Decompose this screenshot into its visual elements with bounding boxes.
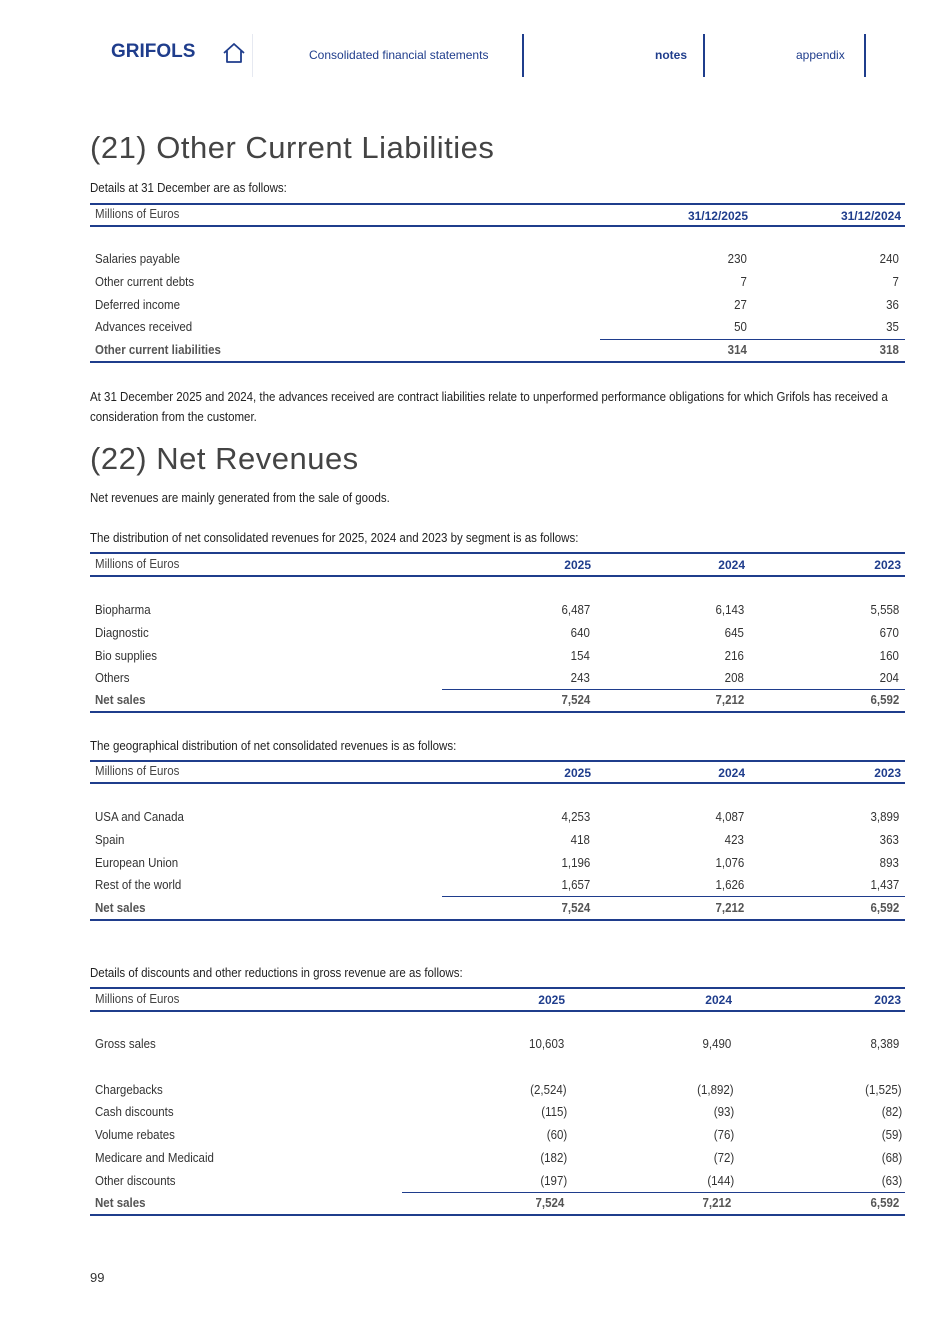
table-cell: (182) <box>540 1151 567 1165</box>
section-22-intro: Net revenues are mainly generated from the sale of goods. <box>90 491 390 505</box>
table-rule <box>90 919 905 921</box>
table-cell: 1,657 <box>561 878 590 892</box>
table-cell: 216 <box>724 649 744 663</box>
nav-appendix[interactable]: appendix <box>796 48 845 62</box>
header-divider <box>522 34 524 77</box>
table-row-label: Rest of the world <box>95 878 182 892</box>
column-header: 2024 <box>718 558 745 572</box>
table-cell: 8,389 <box>870 1037 899 1051</box>
table-total-cell: 6,592 <box>870 1196 899 1210</box>
table-cell: 50 <box>734 320 747 334</box>
segment-intro: The distribution of net consolidated revenues for 2025, 2024 and 2023 by segment is as follows: <box>90 531 579 545</box>
table-total-cell: 6,592 <box>870 693 899 707</box>
table-cell: (2,524) <box>530 1083 567 1097</box>
unit-label: Millions of Euros <box>95 557 180 571</box>
table-row-label: USA and Canada <box>95 810 184 824</box>
table-total-cell: 7,212 <box>715 901 744 915</box>
table-cell: 36 <box>886 298 899 312</box>
table-cell: (1,525) <box>865 1083 902 1097</box>
table-total-cell: 7,212 <box>702 1196 731 1210</box>
table-total-cell: 7,212 <box>715 693 744 707</box>
table-cell: 208 <box>724 671 744 685</box>
column-header: 2025 <box>564 558 591 572</box>
column-header: 31/12/2024 <box>840 209 901 223</box>
table-cell: (68) <box>881 1151 902 1165</box>
table-cell: 7 <box>892 275 899 289</box>
unit-label: Millions of Euros <box>95 992 180 1006</box>
table-cell: 1,626 <box>715 878 744 892</box>
table-cell: 4,087 <box>715 810 744 824</box>
table-cell: 418 <box>570 833 590 847</box>
section-21-intro: Details at 31 December are as follows: <box>90 181 287 195</box>
table-cell: 1,076 <box>715 856 744 870</box>
unit-label: Millions of Euros <box>95 207 180 221</box>
table-row-label: Other current debts <box>95 275 195 289</box>
table-cell: 230 <box>727 252 747 266</box>
table-row-label: Others <box>95 671 130 685</box>
table-rule <box>90 760 905 762</box>
table-cell: 160 <box>879 649 899 663</box>
table-cell: (60) <box>546 1128 567 1142</box>
table-cell: 670 <box>879 626 899 640</box>
table-cell: 363 <box>879 833 899 847</box>
subtotal-rule <box>600 339 905 340</box>
table-total-cell: 7,524 <box>535 1196 564 1210</box>
table-total-label: Net sales <box>95 901 146 915</box>
table-cell: 243 <box>570 671 590 685</box>
subtotal-rule <box>402 1192 905 1193</box>
table-cell: (93) <box>713 1105 734 1119</box>
table-cell: 423 <box>724 833 744 847</box>
table-rule <box>90 225 905 227</box>
table-rule <box>90 711 905 713</box>
table-total-label: Net sales <box>95 1196 146 1210</box>
table-row-label: Biopharma <box>95 603 151 617</box>
table-row-label: Deferred income <box>95 298 181 312</box>
table-cell: 1,437 <box>870 878 899 892</box>
table-rule <box>90 552 905 554</box>
table-rule <box>90 1010 905 1012</box>
table-cell: 5,558 <box>870 603 899 617</box>
column-header: 2023 <box>874 766 901 780</box>
header-divider <box>864 34 866 77</box>
table-rule <box>90 575 905 577</box>
subtotal-rule <box>442 896 905 897</box>
table-row-label: Spain <box>95 833 125 847</box>
discounts-intro: Details of discounts and other reductions in gross revenue are as follows: <box>90 966 463 980</box>
table-total-cell: 7,524 <box>561 901 590 915</box>
table-total-label: Net sales <box>95 693 146 707</box>
table-cell: 10,603 <box>528 1037 564 1051</box>
table-row-label: Diagnostic <box>95 626 149 640</box>
other-current-liabilities-table <box>90 203 905 363</box>
table-cell: 204 <box>879 671 899 685</box>
table-cell: 3,899 <box>870 810 899 824</box>
table-cell: (63) <box>881 1174 902 1188</box>
table-rule <box>90 203 905 205</box>
column-header: 2025 <box>538 993 565 1007</box>
table-cell: 4,253 <box>561 810 590 824</box>
discounts-table <box>90 987 905 1219</box>
table-cell: 154 <box>570 649 590 663</box>
table-rule <box>90 987 905 989</box>
unit-label: Millions of Euros <box>95 764 180 778</box>
page-number: 99 <box>90 1270 105 1285</box>
table-cell: (59) <box>881 1128 902 1142</box>
nav-consolidated-financial-statements[interactable]: Consolidated financial statements <box>309 48 489 62</box>
table-cell: 240 <box>879 252 899 266</box>
table-row-label: Chargebacks <box>95 1083 163 1097</box>
column-header: 2024 <box>718 766 745 780</box>
grifols-logo[interactable]: GRIFOLS <box>111 41 196 62</box>
table-cell: (197) <box>540 1174 567 1188</box>
header-divider <box>252 34 253 77</box>
column-header: 2025 <box>564 766 591 780</box>
table-row-label: Salaries payable <box>95 252 181 266</box>
table-total-cell: 314 <box>727 343 747 357</box>
table-cell: (1,892) <box>697 1083 734 1097</box>
table-rule <box>90 361 905 363</box>
table-rule <box>90 782 905 784</box>
table-cell: 1,196 <box>561 856 590 870</box>
section-22-title: (22) Net Revenues <box>90 441 359 476</box>
table-cell: 6,143 <box>715 603 744 617</box>
table-cell: (72) <box>713 1151 734 1165</box>
column-header: 2023 <box>874 993 901 1007</box>
table-total-cell: 318 <box>879 343 899 357</box>
geo-intro: The geographical distribution of net consolidated revenues is as follows: <box>90 739 457 753</box>
table-cell: 893 <box>879 856 899 870</box>
nav-notes[interactable]: notes <box>655 48 688 62</box>
table-total-cell: 6,592 <box>870 901 899 915</box>
table-total-label: Other current liabilities <box>95 343 221 357</box>
table-cell: 645 <box>724 626 744 640</box>
table-row-label: Volume rebates <box>95 1128 175 1142</box>
table-total-cell: 7,524 <box>561 693 590 707</box>
table-cell: 6,487 <box>561 603 590 617</box>
table-row-label: Medicare and Medicaid <box>95 1151 214 1165</box>
table-row-label: European Union <box>95 856 179 870</box>
home-icon[interactable] <box>222 41 246 65</box>
table-cell: (115) <box>540 1105 567 1119</box>
table-cell: 9,490 <box>702 1037 731 1051</box>
segment-revenue-table <box>90 552 905 714</box>
column-header: 2024 <box>705 993 732 1007</box>
section-21-title: (21) Other Current Liabilities <box>90 130 495 165</box>
table-cell: 640 <box>570 626 590 640</box>
table-row-label: Bio supplies <box>95 649 158 663</box>
table-cell: (76) <box>713 1128 734 1142</box>
gross-sales-label: Gross sales <box>95 1037 156 1051</box>
geographic-revenue-table <box>90 760 905 922</box>
table-cell: (82) <box>881 1105 902 1119</box>
subtotal-rule <box>442 689 905 690</box>
table-cell: 7 <box>740 275 747 289</box>
table-cell: (144) <box>707 1174 734 1188</box>
table-cell: 27 <box>734 298 747 312</box>
table-row-label: Advances received <box>95 320 193 334</box>
header-divider <box>703 34 705 77</box>
column-header: 2023 <box>874 558 901 572</box>
section-21-note: At 31 December 2025 and 2024, the advances received are contract liabilities relate to unperformed performance obligations for which Grifols has received a consideration from the customer. <box>90 390 888 424</box>
table-rule <box>90 1214 905 1216</box>
table-row-label: Other discounts <box>95 1174 176 1188</box>
table-row-label: Cash discounts <box>95 1105 174 1119</box>
column-header: 31/12/2025 <box>687 209 748 223</box>
table-cell: 35 <box>886 320 899 334</box>
